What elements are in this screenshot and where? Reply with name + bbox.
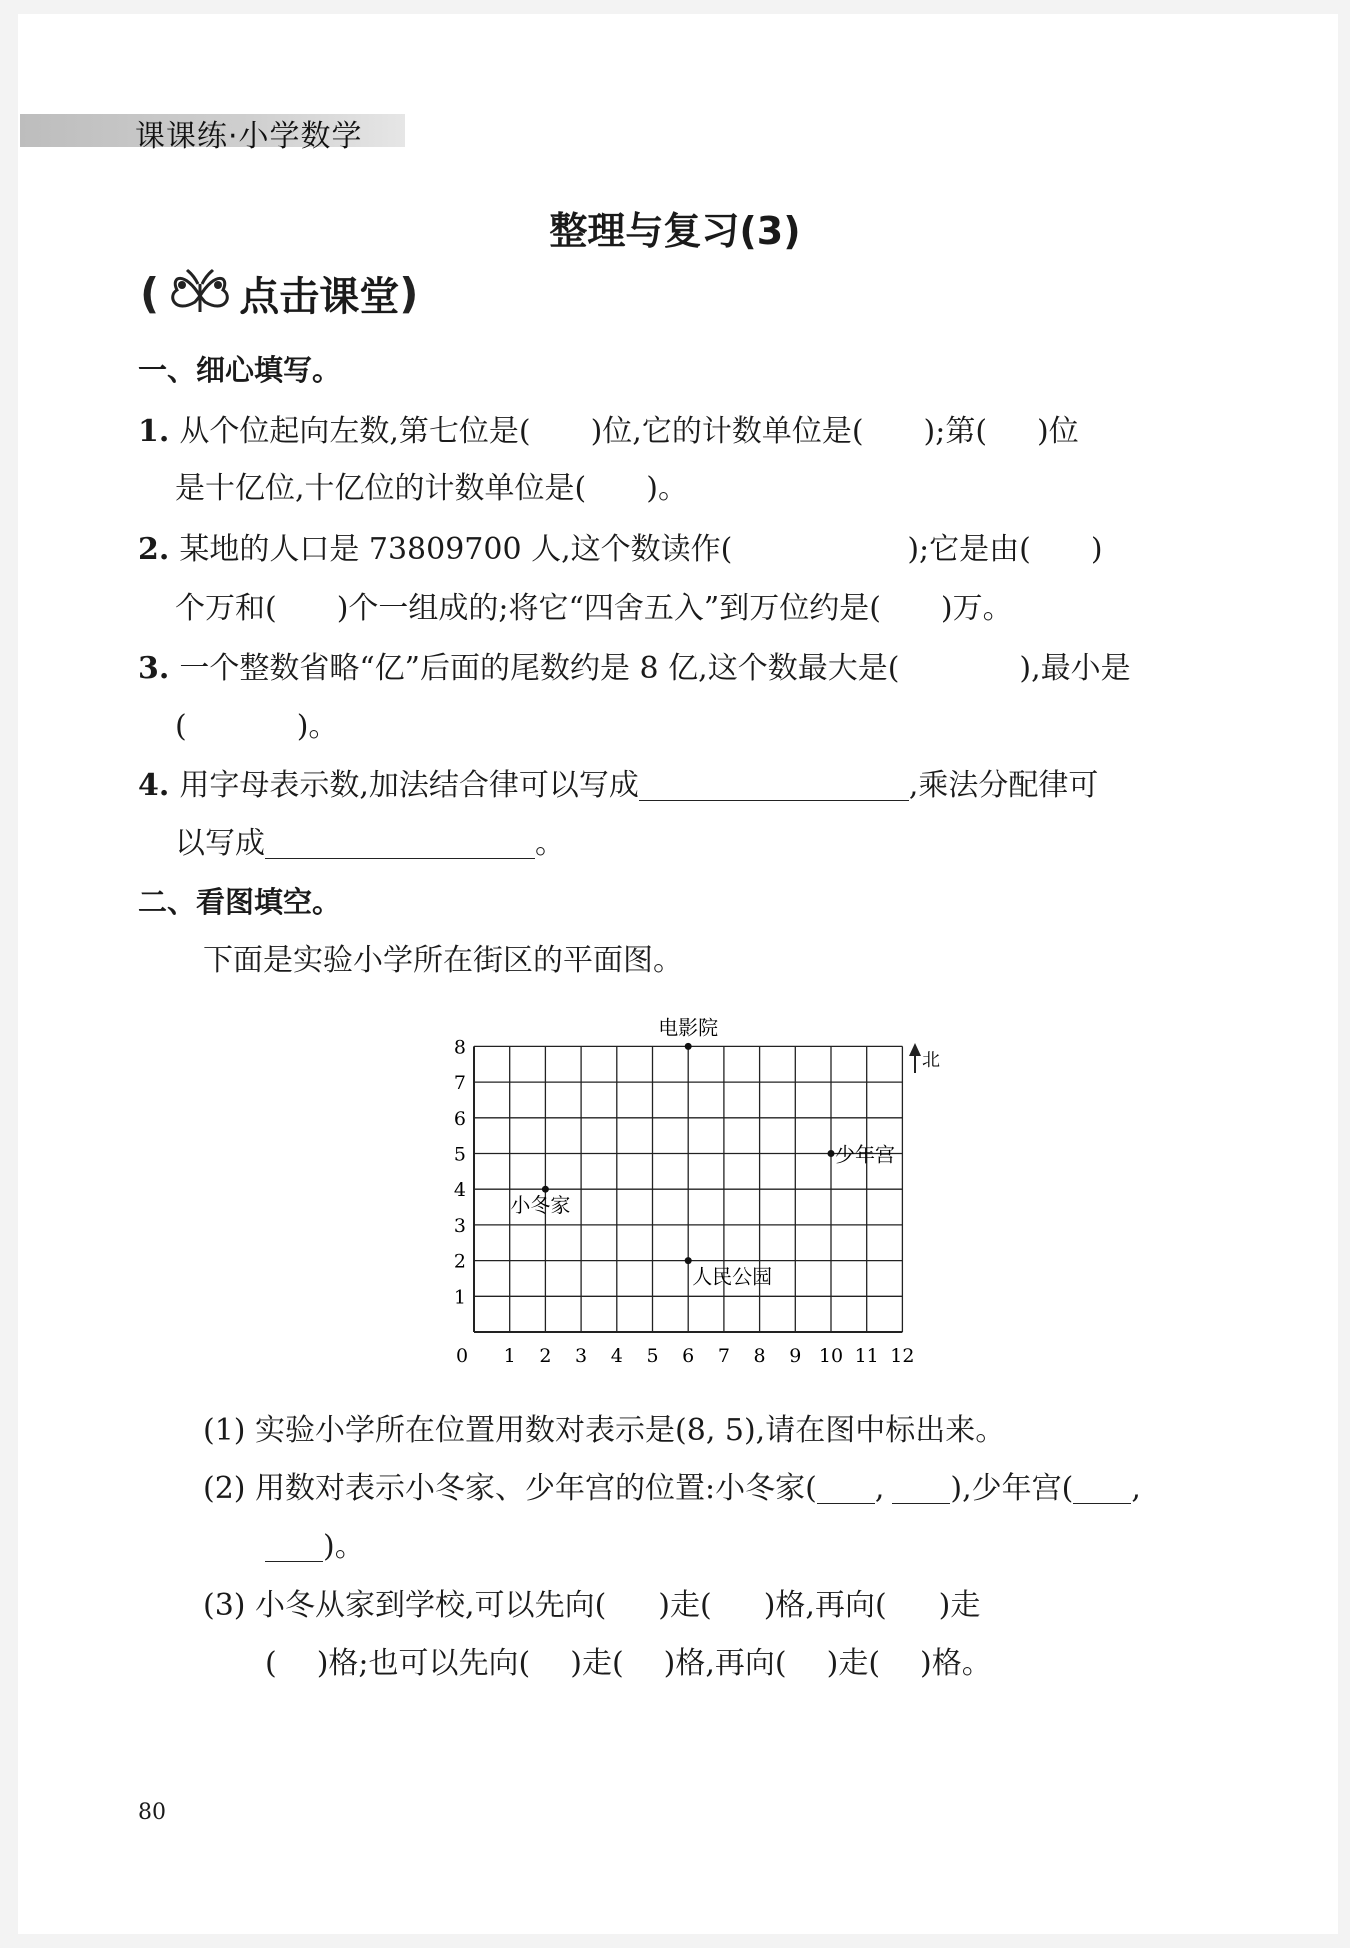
p3-text-f: )格;也可以先向( (316, 1646, 531, 1681)
q4-text-d: 。 (535, 826, 565, 861)
part2-q3-line2 (265, 1638, 992, 1682)
north-arrow-icon (909, 1043, 921, 1073)
x-tick-label: 5 (646, 1345, 659, 1367)
x-tick-label: 10 (818, 1345, 844, 1367)
street-map-grid (0, 1010, 1350, 1370)
y-tick-label: 5 (453, 1143, 466, 1166)
q2-line1 (138, 524, 1103, 568)
p3-text-h: )格,再向( (663, 1646, 787, 1681)
x-tick-label: 12 (890, 1345, 915, 1367)
map-point (685, 1257, 692, 1264)
y-tick-label: 3 (453, 1214, 466, 1237)
x-tick-label: 7 (717, 1345, 730, 1367)
part2-q3-line1 (203, 1580, 980, 1624)
q3-text-c: ( (175, 709, 187, 744)
x-axis-ticks (456, 1345, 915, 1367)
p2-text-c: ),少年宫( (950, 1471, 1074, 1506)
q3-text-d: )。 (296, 709, 339, 744)
q1-line1 (138, 406, 1079, 450)
q3-number: 3. (138, 651, 170, 686)
q3-line2 (175, 701, 338, 745)
q1-text-e: 是十亿位,十亿位的计数单位是( (175, 471, 587, 506)
q1-text-f: )。 (646, 471, 688, 506)
x-tick-label: 6 (682, 1345, 695, 1367)
x-tick-label: 9 (789, 1345, 802, 1367)
section-badge (140, 265, 418, 322)
q1-text-d: )位 (1037, 414, 1079, 449)
p3-text-d: )走 (938, 1588, 981, 1623)
y-tick-label: 2 (453, 1250, 466, 1273)
section2-intro: 下面是实验小学所在街区的平面图。 (203, 943, 683, 978)
q1-text-c: );第( (923, 414, 988, 449)
map-point-label: 小冬家 (510, 1193, 571, 1218)
q2-number: 2. (138, 532, 170, 567)
p2-blank-4[interactable] (265, 1531, 323, 1562)
part2-q2-line1 (203, 1463, 1141, 1507)
q1-text-b: )位,它的计数单位是( (590, 414, 864, 449)
y-axis-ticks (454, 1036, 466, 1308)
y-tick-label: 4 (453, 1179, 466, 1202)
x-tick-label: 2 (539, 1345, 552, 1367)
x-tick-label: 0 (455, 1345, 469, 1367)
q4-underline-1[interactable] (639, 770, 909, 801)
x-tick-label: 11 (854, 1345, 879, 1367)
p3-text-c: )格,再向( (763, 1588, 887, 1623)
part2-q2-line2 (265, 1521, 365, 1565)
q4-line1 (138, 760, 1098, 804)
x-tick-label: 8 (753, 1345, 766, 1367)
p3-text-i: )走( (826, 1646, 881, 1681)
map-point-label: 电影院 (658, 1015, 719, 1040)
page-number: 80 (138, 1800, 166, 1825)
badge-left-bracket: ( (140, 269, 160, 318)
p3-text-e: ( (265, 1646, 277, 1681)
q2-text-d: 个万和( (175, 591, 277, 626)
p3-text-b: )走( (658, 1588, 712, 1623)
p2-text-d: , (1131, 1471, 1141, 1506)
q4-text-c: 以写成 (175, 826, 265, 861)
p3-text-g: )走( (570, 1646, 624, 1681)
x-tick-label: 1 (503, 1345, 516, 1367)
map-point (542, 1186, 549, 1193)
q4-underline-2[interactable] (265, 828, 535, 859)
q3-line1 (138, 643, 1131, 687)
badge-label: 点击课堂 (239, 274, 400, 320)
q2-text-f: )万。 (940, 591, 1013, 626)
p3-text-j: )格。 (920, 1646, 992, 1681)
q4-text-a: 用字母表示数,加法结合律可以写成 (179, 768, 639, 803)
y-tick-label: 8 (453, 1036, 466, 1059)
north-label: 北 (922, 1050, 940, 1071)
q2-text-a: 某地的人口是 73809700 人,这个数读作( (179, 532, 733, 567)
q2-text-b: );它是由( (907, 532, 1031, 567)
p2-text-b: , (874, 1471, 885, 1506)
q4-text-b: ,乘法分配律可 (908, 768, 1099, 803)
map-point-label: 少年宫 (835, 1142, 895, 1167)
q1-number: 1. (138, 414, 170, 449)
x-tick-label: 3 (575, 1345, 588, 1367)
grid-lines (474, 1046, 902, 1332)
y-tick-label: 1 (453, 1286, 466, 1309)
section2-heading: 二、看图填空。 (138, 885, 342, 919)
p3-text-a: (3) 小冬从家到学校,可以先向( (203, 1588, 607, 1623)
map-points (510, 1015, 895, 1288)
p2-text-e: )。 (323, 1529, 365, 1564)
y-tick-label: 7 (453, 1072, 466, 1095)
map-point-label: 人民公园 (692, 1264, 773, 1289)
q4-number: 4. (138, 768, 170, 803)
p2-blank-2[interactable] (892, 1473, 950, 1504)
part2-q1: (1) 实验小学所在位置用数对表示是(8, 5),请在图中标出来。 (203, 1413, 1006, 1448)
series-title: 课课练·小学数学 (135, 119, 363, 154)
y-tick-label: 6 (453, 1107, 466, 1130)
q1-line2 (175, 463, 688, 507)
p2-text-a: (2) 用数对表示小冬家、少年宫的位置:小冬家( (203, 1471, 817, 1506)
p2-blank-1[interactable] (817, 1473, 875, 1504)
x-tick-label: 4 (610, 1345, 623, 1367)
map-point (828, 1150, 835, 1157)
p2-blank-3[interactable] (1073, 1473, 1131, 1504)
q3-text-b: ),最小是 (1019, 651, 1131, 686)
page-title: 整理与复习(3) (549, 209, 801, 253)
q2-text-e: )个一组成的;将它“四舍五入”到万位约是( (336, 591, 881, 626)
q3-text-a: 一个整数省略“亿”后面的尾数约是 8 亿,这个数最大是( (179, 651, 900, 686)
q4-line2 (175, 818, 565, 862)
q1-text-a: 从个位起向左数,第七位是( (179, 414, 531, 449)
badge-right-bracket: ) (399, 269, 419, 318)
q2-line2 (175, 583, 1013, 627)
map-point (685, 1043, 692, 1050)
section1-heading: 一、细心填写。 (138, 353, 342, 387)
q2-text-c: ) (1090, 532, 1103, 567)
butterfly-icon (165, 266, 235, 322)
